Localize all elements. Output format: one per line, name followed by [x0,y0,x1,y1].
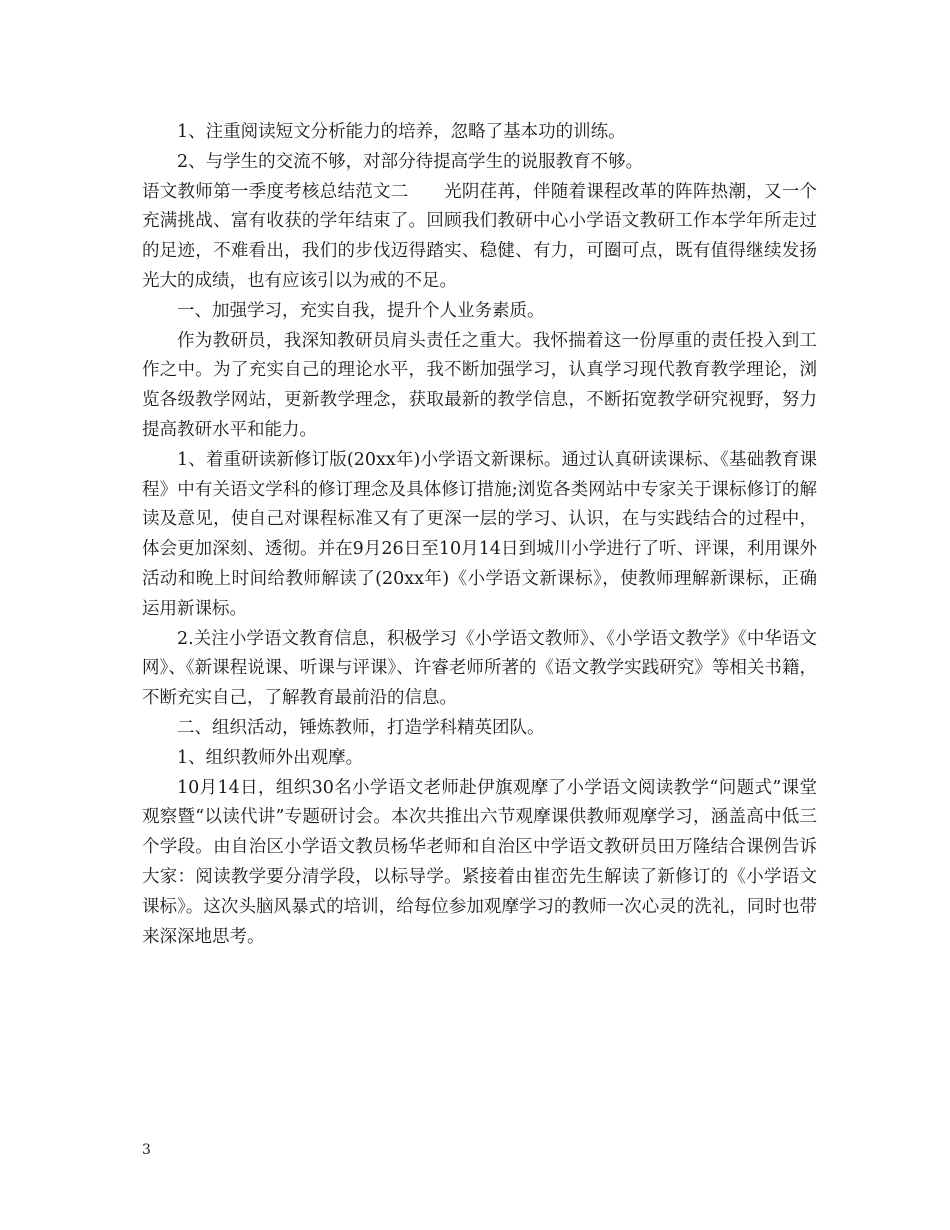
paragraph-4: 一、加强学习，充实自我，提升个人业务素质。 [177,300,545,321]
paragraph-6: 1、着重研读新修订版(20xx年)小学语文新课标。通过认真研读课标、《基础教育课程》中有关语文学科的修订理念及具体修订措施;浏览各类网站中专家关于课标修订的解读及意见，使自己对课程标准又有了更深一层的学习、认识，在与实践结合的过程中，体会更加深刻、透彻。并在9月26日至10月14日到城川小学进行了听、评课，利用课外活动和晚上时间给教师解读了(20xx年)《小学语文新课标》，使教师理解新课标，正确运用新课标。 [142,449,817,619]
paragraph-7: 2.关注小学语文教育信息，积极学习《小学语文教师》、《小学语文教学》《中华语文网》、《新课程说课、听课与评课》、许睿老师所著的《语文教学实践研究》等相关书籍，不断充实自己，了解教育最前沿的信息。 [142,628,817,709]
page-number: 3 [142,1142,151,1158]
paragraph-8: 二、组织活动，锤炼教师，打造学科精英团队。 [177,717,545,738]
paragraph-1: 1、注重阅读短文分析能力的培养，忽略了基本功的训练。 [177,122,626,142]
paragraph-10: 10月14日，组织30名小学语文老师赴伊旗观摩了小学语文阅读教学“问题式”课堂观察暨“以读代讲”专题研讨会。本次共推出六节观摩课供教师观摩学习，涵盖高中低三个学段。由自治区小学语文教员杨华老师和自治区中学语文教研员田万隆结合课例告诉大家：阅读教学要分清学段，以标导学。紧接着由崔峦先生解读了新修订的《小学语文课标》。这次头脑风暴式的培训，给每位参加观摩学习的教师一次心灵的洗礼，同时也带来深深地思考。 [142,777,817,947]
document-body [142,118,817,952]
paragraph-3: 语文教师第一季度考核总结范文二 光阴荏苒，伴随着课程改革的阵阵热潮，又一个充满挑战、富有收获的学年结束了。回顾我们教研中心小学语文教研工作本学年所走过的足迹，不难看出，我们的步伐迈得踏实、稳健、有力，可圈可点，既有值得继续发扬光大的成绩，也有应该引以为戒的不足。 [142,181,817,291]
paragraph-5: 作为教研员，我深知教研员肩头责任之重大。我怀揣着这一份厚重的责任投入到工作之中。为了充实自己的理论水平，我不断加强学习，认真学习现代教育教学理论，浏览各级教学网站，更新教学理念，获取最新的教学信息，不断拓宽教学研究视野，努力提高教研水平和能力。 [142,330,817,440]
paragraph-9: 1、组织教师外出观摩。 [177,747,364,768]
paragraph-2: 2、与学生的交流不够，对部分待提高学生的说服教育不够。 [177,151,644,172]
